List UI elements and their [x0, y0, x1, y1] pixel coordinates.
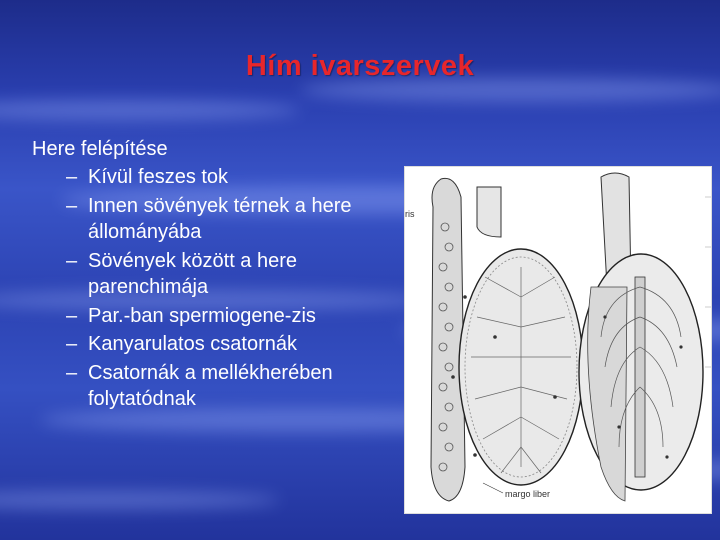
list-item [32, 303, 352, 330]
dash-marker: – [66, 304, 78, 327]
list-item-text: Csatornák a mellékherében folytatódnak [88, 361, 333, 410]
list-item-text: Kívül feszes tok [88, 166, 229, 188]
list-item-text: Kanyarulatos csatornák [88, 333, 298, 355]
bullet-list [32, 164, 352, 413]
list-item-text: Innen sövények térnek a here állományába [88, 194, 352, 243]
list-item [32, 331, 352, 358]
dash-marker: – [66, 361, 78, 384]
list-item [32, 193, 352, 246]
list-item-text: Par.-ban spermiogene-zis [88, 304, 316, 327]
dash-marker: – [66, 333, 78, 355]
slide-content [32, 136, 352, 415]
slide-title: Hím ivarszervek [245, 50, 475, 82]
list-item [32, 360, 352, 413]
dash-marker: – [66, 194, 78, 217]
figure-label-ris: ris [405, 209, 415, 219]
dash-marker: – [66, 166, 78, 188]
right-specimen-drawing [579, 173, 711, 501]
section-heading: Here felépítése [32, 138, 168, 160]
dash-marker: – [66, 249, 78, 272]
list-item [32, 164, 352, 191]
list-item [32, 248, 352, 301]
left-specimen-drawing [405, 178, 583, 501]
testis-diagram [404, 166, 712, 514]
figure-label-margo: margo liber [505, 489, 551, 499]
list-item-text: Sövények között a here parenchimája [88, 249, 298, 298]
